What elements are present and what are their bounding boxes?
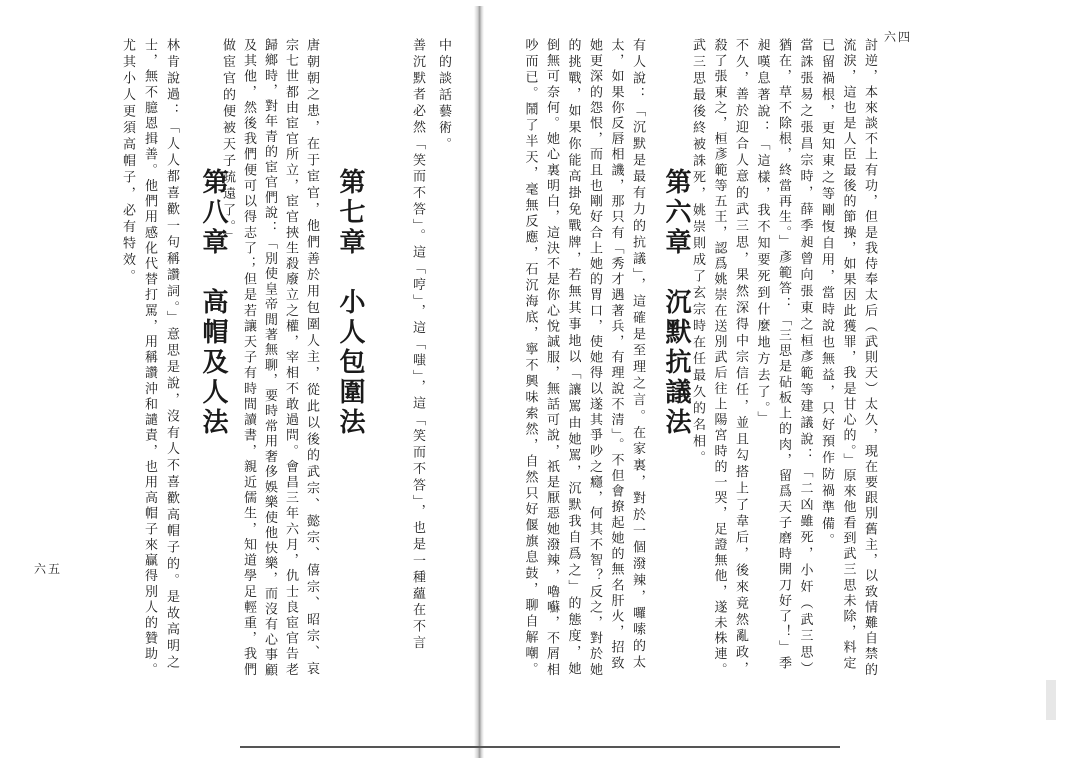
page-bottom-edge (240, 746, 840, 748)
text-column: 中的談話藝術。 (436, 38, 451, 154)
text-column: 林肯說過：「人人都喜歡一句稱讚詞。」意思是說，沒有人不喜歡高帽子的。是故高明之 (164, 38, 179, 672)
text-column: 討逆，本來談不上有功，但是我侍奉太后（武則天）太久，現在要跟別舊主，以致情難自禁的 (862, 38, 877, 679)
text-column: 倒無可奈何。她心裏明白，這決不是你心悅誠服，無話可說，祇是厭惡她潑辣，嚕囌，不屑相 (544, 38, 559, 679)
text-column: 猶在，草不除根，終當再生。」彥範答：「三思是砧板上的肉，留爲天子磨時開刀好了！」季 (776, 38, 791, 672)
text-column: 當誅張易之張昌宗時，薛季昶曾向張東之桓彥範等建議說：「二凶雖死，小奸（武三思） (797, 38, 813, 678)
text-column: 宗七世都由宦官所立，宦官挾生殺廢立之權，宰相不敢過問。會昌三年六月，仇士良宦官告老 (283, 38, 298, 679)
left-page (0, 0, 478, 766)
text-column: 及其他，然後我們便可以得志了；但是若讓天子有時間讀書，親近儒生，知道學足輕重，我們 (241, 38, 256, 679)
text-column: 殺了張東之，桓彥範等五王，認爲姚崇在送別武后往上陽宮時的一哭，足證無他，遂未株連。 (711, 38, 727, 679)
text-column: 吵而已。鬧了半天，毫無反應，石沉海底，寧不興味索然，自然只好偃旗息鼓，聊自解嘲。 (522, 38, 538, 678)
chapter-8-title: 第八章 高帽及人法 (198, 168, 228, 438)
text-column: 已留禍根，更知東之等剛愎自用，當時說也無益，只好預作防禍準備。 (819, 38, 834, 550)
text-column: 唐朝朝之患，在于宦官，他們善於用包圍人主，從此以後的武宗、懿宗、僖宗、昭宗、哀 (304, 38, 319, 678)
text-column: 有人說：「沉默是最有力的抗議」，這確是至理之言。在家裏，對於一個潑辣，囉嗦的太 (630, 38, 645, 672)
scan-speck (1046, 680, 1056, 720)
chapter-6-title: 第六章 沉默抗議法 (661, 168, 691, 438)
text-column: 做宦官的便被天子疏遠了。」 (220, 38, 235, 246)
text-column: 的挑戰，如果你能高掛免戰牌，若無其事地以「讓罵由她罵，沉默我自爲之」的態度，她 (565, 38, 581, 678)
text-column: 昶嘆息著說：「這樣，我不知要死到什麼地方去了。」 (754, 38, 770, 428)
page-number: 六四 (884, 30, 913, 44)
text-column: 士，無不臆恩揖善。他們用感化代替打罵，用稱讚沖和譴責，也用高帽子來贏得別人的贊助。 (142, 38, 157, 679)
text-column: 太，如果你反唇相譏，那只有「秀才遇著兵，有理說不清」。不但會撩起她的無名肝火，招致 (608, 38, 624, 672)
chapter-7-title: 第七章 小人包圍法 (335, 168, 365, 438)
text-column: 不久，善於迎合人意的武三思，果然深得中宗信任，並且勾搭上了韋后，後來竟然亂政， (733, 38, 748, 678)
text-column: 她更深的怨恨，而且也剛好合上她的胃口，使她得以遂其爭吵之癮，何其不智？反之，對於她 (587, 38, 602, 679)
text-column: 武三思最後終被誅死，姚崇則成了玄宗時在任最久的名相。 (690, 38, 705, 467)
text-column: 善沉默者必然「笑而不答」。這「哼」，這「嗤」，這「笑而不答」，也是一種蘊在不言 (410, 38, 425, 652)
right-page (478, 0, 1080, 766)
text-column: 流淚，這也是人臣最後的節操，如果因此獲罪，我是甘心的。」原來他看到武三思未除，料定 (840, 38, 856, 672)
text-column: 歸鄉時，對年青的宦官們說：「別使皇帝閒著無聊，要時常用奢侈娛樂使他快樂，而沒有心事顧 (262, 38, 277, 679)
text-column: 尤其小人更須高帽子，必有特效。 (120, 38, 135, 286)
page-number: 六五 (34, 562, 63, 576)
